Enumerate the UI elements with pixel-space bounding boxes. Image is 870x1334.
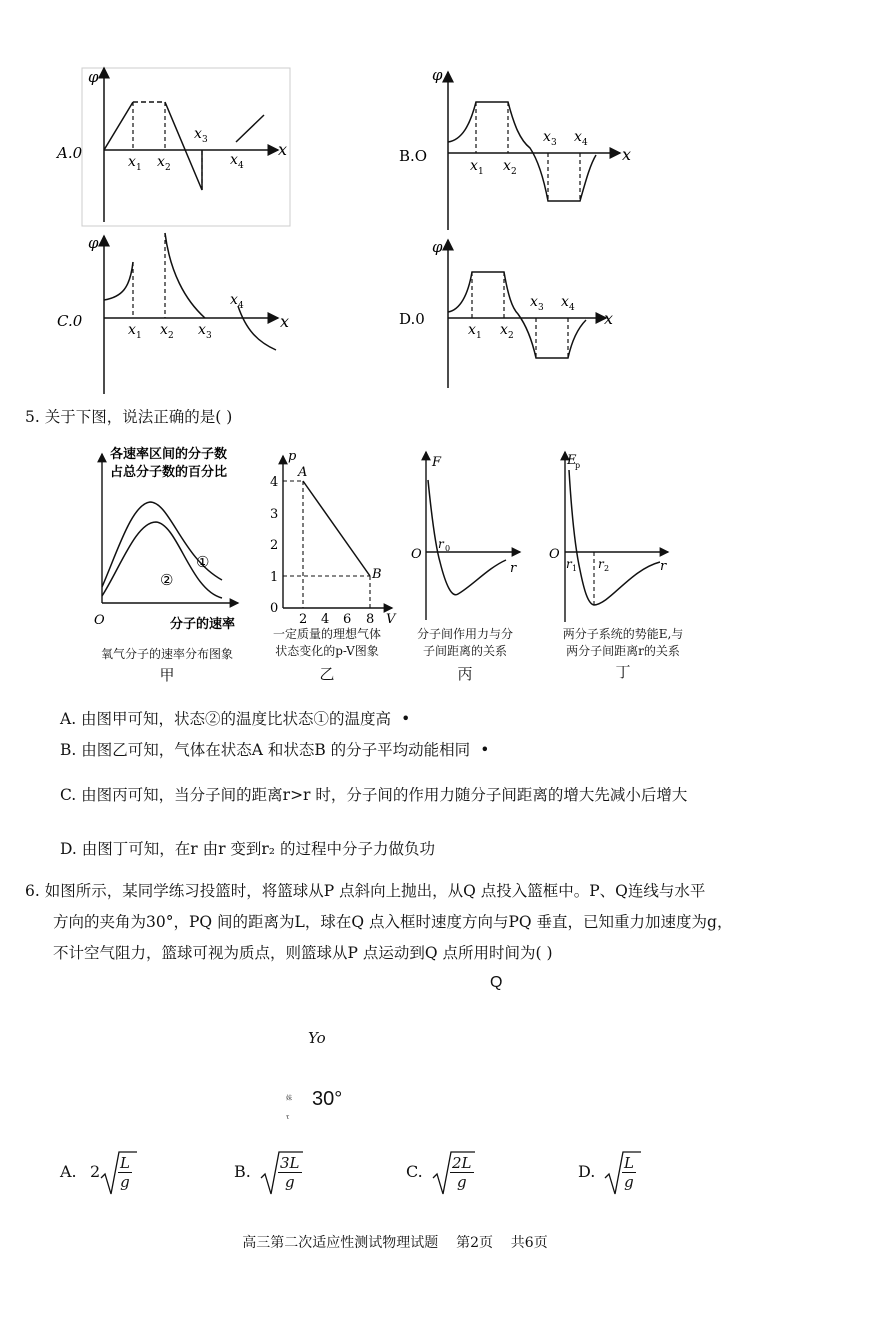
graph-b-phi: φ — [432, 66, 443, 84]
graph-a-x-label: x — [278, 140, 288, 159]
svg-text:2: 2 — [168, 331, 174, 341]
bing-xlabel: r — [510, 561, 517, 576]
svg-text:x: x — [198, 322, 206, 338]
svg-text:x: x — [230, 292, 238, 308]
q4-graphs — [0, 0, 870, 400]
svg-text:p: p — [575, 461, 581, 470]
graph-b-curve — [448, 102, 596, 201]
jia-origin: O — [94, 613, 105, 628]
svg-text:0: 0 — [270, 601, 279, 616]
svg-text:0: 0 — [445, 544, 451, 553]
ding-curve — [569, 470, 660, 605]
ding-caption: 两分子系统的势能E,与 两分子间距离r的关系 丁 — [562, 627, 684, 681]
svg-text:3: 3 — [270, 507, 279, 522]
svg-text:x: x — [574, 129, 582, 145]
svg-text:1: 1 — [572, 564, 578, 573]
svg-text:2: 2 — [299, 612, 308, 627]
graph-c-curve-2 — [165, 233, 205, 318]
yi-xlabel: V — [386, 612, 396, 627]
q5-option-a: A. 由图甲可知，状态②的温度比状态①的温度高 • — [60, 710, 411, 728]
q6-figure-small-2: τ — [286, 1114, 290, 1121]
yi-point-b: B — [372, 567, 382, 582]
svg-text:1: 1 — [270, 570, 279, 585]
ding-ylabel: E — [567, 453, 577, 468]
graph-a-x4: x — [230, 152, 238, 168]
svg-text:4: 4 — [582, 138, 588, 148]
figure-yi — [270, 449, 397, 627]
figure-ding — [549, 452, 668, 622]
svg-text:x: x — [561, 294, 569, 310]
graph-c-x-label: x — [280, 312, 290, 331]
jia-curve-1-label: ① — [196, 553, 210, 571]
bing-origin: O — [411, 547, 422, 562]
yi-point-a: A — [298, 465, 308, 480]
svg-text:2: 2 — [511, 167, 517, 177]
yi-ylabel: p — [288, 449, 297, 464]
q5-option-c: C. 由图丙可知，当分子间的距离r>r 时，分子间的作用力随分子间距离的增大先减小后增大 — [60, 786, 688, 804]
jia-caption: 氧气分子的速率分布图象 甲 — [100, 647, 233, 684]
svg-text:1: 1 — [476, 331, 482, 341]
svg-text:x: x — [503, 158, 511, 174]
svg-text:3: 3 — [551, 138, 557, 148]
svg-text:2: 2 — [508, 331, 514, 341]
graph-a-phi: φ — [88, 68, 99, 86]
svg-text:3: 3 — [538, 303, 544, 313]
graph-c-curve-1 — [104, 262, 133, 300]
figure-bing — [411, 452, 520, 620]
bing-ylabel: F — [432, 455, 442, 470]
svg-text:x: x — [128, 322, 136, 338]
svg-text:1: 1 — [478, 167, 484, 177]
svg-text:x: x — [470, 158, 478, 174]
graph-a-x3: x — [194, 126, 202, 142]
q6-line-3: 不计空气阻力，篮球可视为质点，则篮球从P 点运动到Q 点所用时间为( ) — [53, 944, 553, 962]
graph-a-x2: x — [157, 154, 165, 170]
graph-c-phi: φ — [88, 234, 99, 252]
page-footer: 高三第二次适应性测试物理试题 第2页 共6页 — [242, 1235, 548, 1251]
q5-option-b: B. 由图乙可知，气体在状态A 和状态B 的分子平均动能相同 • — [60, 741, 490, 759]
svg-text:4: 4 — [569, 303, 575, 313]
graph-a-curve-fall — [165, 102, 202, 190]
svg-text:4: 4 — [270, 475, 279, 490]
svg-text:x: x — [530, 294, 538, 310]
graph-c-curve-3 — [238, 306, 276, 350]
graph-a-curve-rise — [104, 102, 133, 150]
graph-a-frame — [82, 68, 290, 226]
q6-figure-angle: 30° — [312, 1088, 343, 1110]
bing-r0: r — [438, 537, 444, 551]
svg-text:4: 4 — [321, 612, 330, 627]
q4-graphs-svg — [0, 0, 870, 400]
option-b-label: B.O — [399, 147, 428, 165]
q5-stem: 5. 关于下图，说法正确的是( ) — [25, 408, 233, 426]
svg-text:x: x — [543, 129, 551, 145]
svg-text:4: 4 — [238, 161, 244, 171]
graph-b-x-label: x — [622, 145, 632, 164]
ding-r1: r — [566, 557, 572, 571]
option-c-label: C.0 — [57, 312, 83, 330]
graph-b — [432, 66, 631, 230]
q6-line-1: 6. 如图所示，某同学练习投篮时，将篮球从P 点斜向上抛出，从Q 点投入篮框中。P、Q连线与水平 — [25, 882, 706, 900]
svg-text:1: 1 — [136, 331, 142, 341]
ding-origin: O — [549, 547, 560, 562]
svg-text:2: 2 — [604, 564, 610, 573]
graph-a — [82, 68, 290, 226]
svg-text:3: 3 — [206, 331, 212, 341]
svg-text:2: 2 — [165, 163, 171, 173]
jia-ylabel-1: 各速率区间的分子数 — [110, 447, 228, 462]
jia-curve-2-label: ② — [160, 571, 174, 589]
svg-text:4: 4 — [238, 301, 244, 311]
graph-d-phi: φ — [432, 238, 443, 256]
yi-caption: 一定质量的理想气体 状态变化的p-V图象 乙 — [272, 627, 381, 683]
svg-text:3: 3 — [202, 135, 208, 145]
yi-process-line — [303, 481, 370, 576]
svg-text:x: x — [160, 322, 168, 338]
svg-text:x: x — [468, 322, 476, 338]
graph-a-tail — [236, 115, 264, 142]
svg-text:1: 1 — [136, 163, 142, 173]
q5-option-d: D. 由图丁可知，在r 由r 变到r₂ 的过程中分子力做负功 — [60, 840, 435, 858]
graph-a-x1: x — [128, 154, 136, 170]
q6-options: A. 2 $\frac{L}{g}$ B. $\frac{3L}{g}$ C. $\frac{2L}{g}$ D. $\frac{L}{g}$ — [0, 1140, 870, 1200]
q6-figure-v0: Yo — [308, 1029, 326, 1047]
q6-figure-q: Q — [490, 974, 503, 991]
option-a-label: A.0 — [57, 144, 83, 162]
q6-figure-small-1: 妹 — [286, 1095, 293, 1102]
jia-xlabel: 分子的速率 — [170, 617, 236, 632]
graph-d — [432, 238, 613, 388]
graph-d-curve — [448, 272, 586, 358]
svg-text:8: 8 — [366, 612, 375, 627]
q6-line-2: 方向的夹角为30°，PQ 间的距离为L，球在Q 点入框时速度方向与PQ 垂直，已知重力加速度为g， — [53, 913, 733, 931]
svg-text:x: x — [500, 322, 508, 338]
graph-d-x-label: x — [604, 309, 614, 328]
figure-jia — [94, 446, 238, 632]
bing-caption: 分子间作用力与分 子间距离的关系 丙 — [416, 627, 513, 683]
option-d-label: D.0 — [399, 310, 425, 328]
jia-ylabel-2: 占总分子数的百分比 — [110, 465, 228, 480]
ding-xlabel: r — [660, 559, 667, 574]
svg-text:6: 6 — [343, 612, 352, 627]
ding-r2: r — [598, 557, 604, 571]
graph-c — [88, 233, 289, 394]
svg-text:2: 2 — [270, 538, 279, 553]
